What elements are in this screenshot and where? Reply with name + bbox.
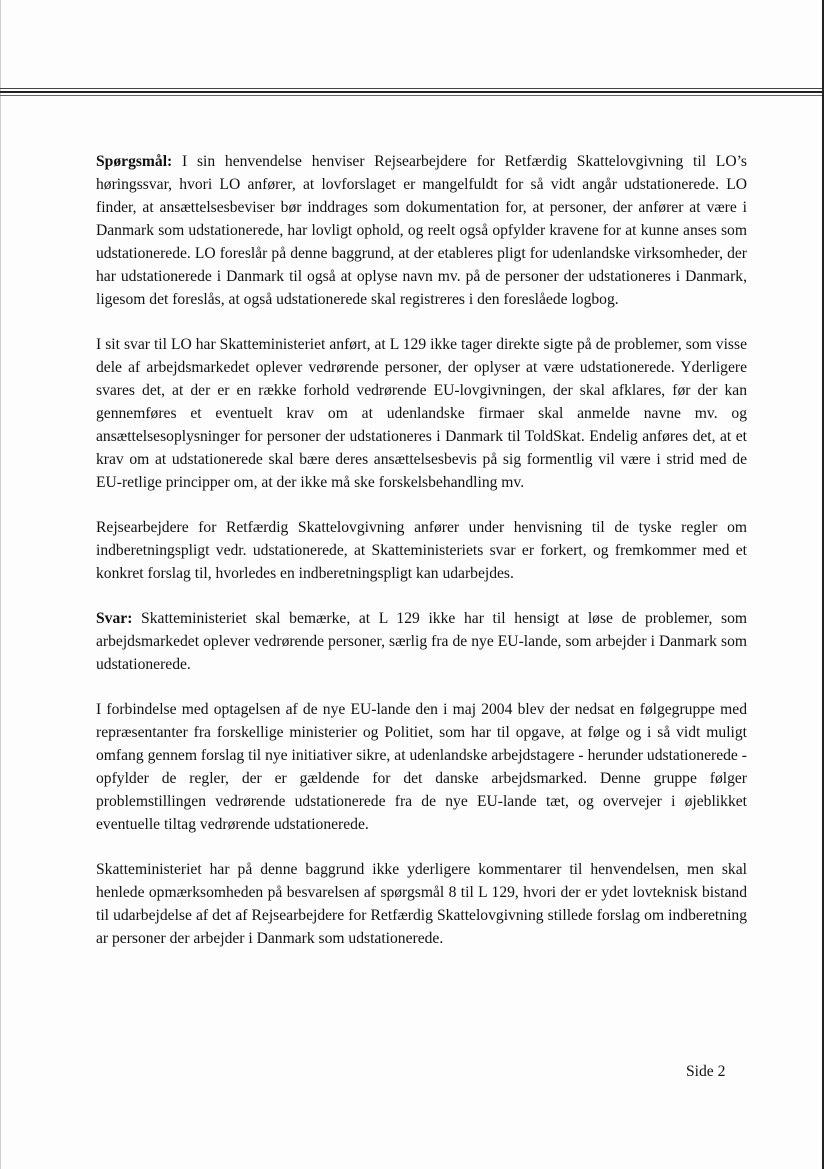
header-rule-thick — [0, 91, 822, 93]
header-rule — [0, 88, 822, 89]
paragraph-rejsearbejdere — [96, 516, 747, 585]
paragraph-conclusion — [96, 858, 747, 950]
page-edge — [0, 0, 1, 1169]
paragraph-text: I forbindelse med optagelsen af de nye EU-lande den i maj 2004 blev der nedsat en følgegruppe med repræsentanter fra forskellige ministerier og Politiet, som har til opgave, at følge og i så vidt muligt omfang gennem forslag til nye initiativer sikre, at udenlandske arbejdstagere - herunder udstationerede - opfylder de regler, der er gældende for det danske arbejdsmarked. Denne gruppe følger problemstillingen vedrørende udstationerede fra de nye EU-lande tæt, og overvejer i øjeblikket eventuelle tiltag vedrørende udstationerede. — [96, 701, 747, 833]
paragraph-ministry-reply-to-lo — [96, 333, 747, 494]
header-rule-lower — [0, 95, 822, 96]
paragraph-following-group — [96, 698, 747, 836]
paragraph-answer — [96, 607, 747, 676]
page-number: Side 2 — [686, 1063, 726, 1080]
question-label: Spørgsmål: — [96, 153, 173, 170]
paragraph-text: Skatteministeriet har på denne baggrund ikke yderligere kommentarer til henvendelsen, men skal henlede opmærksomheden på besvarelsen af spørgsmål 8 til L 129, hvori der er ydet lovteknisk bistand til udarbejdelse af det af Rejsearbejdere for Retfærdig Skattelovgivning stillede forslag om indberetning ar personer der arbejder i Danmark som udstationerede. — [96, 861, 747, 947]
paragraph-text: Rejsearbejdere for Retfærdig Skattelovgivning anfører under henvisning til de tyske regler om indberetningspligt vedr. udstationerede, at Skatteministeriets svar er forkert, og fremkommer med et konkret forslag til, hvorledes en indberetningspligt kan udarbejdes. — [96, 519, 747, 582]
answer-label: Svar: — [96, 610, 133, 627]
document-body — [96, 150, 747, 972]
paragraph-text: I sin henvendelse henviser Rejsearbejdere for Retfærdig Skattelovgivning til LO’s høringssvar, hvori LO anfører, at lovforslaget er mangelfuldt for så vidt angår udstationerede. LO finder, at ansættelsesbeviser bør inddrages som dokumentation for, at personer, der anfører at være i Danmark som udstationerede, har lovligt ophold, og reelt også opfylder kravene for at kunne anses som udstationerede. LO foreslår på denne baggrund, at der etableres pligt for udenlandske virksomheder, der har udstationerede i Danmark til også at oplyse navn mv. på de personer der udstationeres i Danmark, ligesom det foreslås, at også udstationerede skal registreres i den foreslåede logbog. — [96, 153, 747, 308]
paragraph-text: Skatteministeriet skal bemærke, at L 129 ikke har til hensigt at løse de problemer, som arbejdsmarkedet oplever vedrørende personer, særlig fra de nye EU-lande, som arbejder i Danmark som udstationerede. — [96, 610, 747, 673]
paragraph-text: I sit svar til LO har Skatteministeriet anført, at L 129 ikke tager direkte sigte på de problemer, som visse dele af arbejdsmarkedet oplever vedrørende personer, der oplyser at være udstationerede. Yderligere svares det, at der er en række forhold vedrørende EU-lovgivningen, der skal afklares, før der kan gennemføres et eventuelt krav om at udenlandske firmaer skal anmelde navne mv. og ansættelsesoplysninger for personer der udstationeres i Danmark til ToldSkat. Endelig anføres det, at et krav om at udstationerede skal bære deres ansættelsesbevis på sig formentlig vil være i strid med de EU-retlige principper om, at der ikke må ske forskelsbehandling mv. — [96, 336, 747, 491]
paragraph-question — [96, 150, 747, 311]
